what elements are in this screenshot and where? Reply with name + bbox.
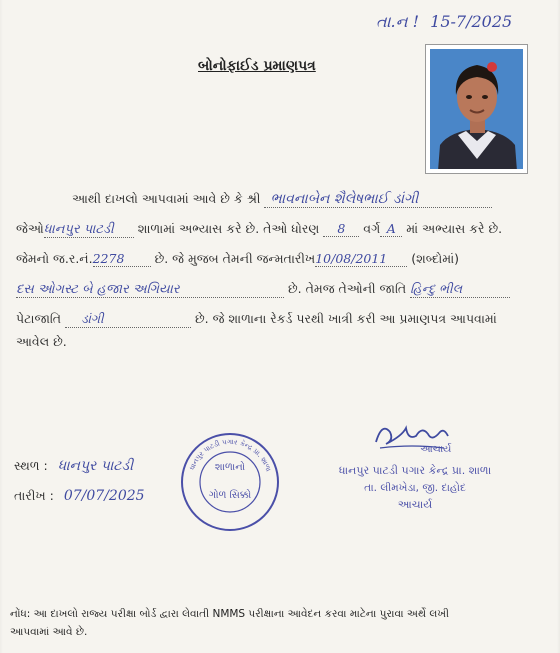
student-portrait-image xyxy=(430,49,523,169)
standard: 8 xyxy=(323,221,359,237)
date-header xyxy=(376,12,512,32)
division: A xyxy=(380,221,402,237)
note-line-1: નોંધ: આ દાખલો રાજ્ય પરીક્ષા બોર્ડ દ્વારા લેવાતી NMMS પરીક્ષાના આવેદન કરવા માટેના પુરાવા અર્થે લખી xyxy=(10,608,449,620)
date-label: તા.ન ! xyxy=(376,12,420,31)
line4-middle: છે. તેમજ તેઓની જાતિ xyxy=(287,281,407,296)
stamp-bottom-text: ગોળ સિક્કો xyxy=(208,490,252,501)
line-3 xyxy=(16,251,459,267)
line2-suffix: માં અભ્યાસ કરે છે. xyxy=(406,221,503,236)
register-number: 2278 xyxy=(93,251,151,267)
caste: હિન્દુ ભીલ xyxy=(410,281,510,298)
dob-in-words: દસ ઓગસ્ટ બે હજાર અગિયાર xyxy=(16,282,284,298)
note-line-2: આપવામાં આવે છે. xyxy=(10,626,88,638)
line2-middle: શાળામાં અભ્યાસ કરે છે. તેઓ ધોરણ xyxy=(137,221,320,236)
principal-address: તા. લીમખેડા, જી. દાહોદ xyxy=(364,482,466,494)
place-value: ધાનપુર પાટડી xyxy=(57,458,134,474)
line3-middle: છે. જે મુજબ તેમની જન્મતારીખ xyxy=(154,251,316,266)
line3-suffix: (શબ્દોમાં) xyxy=(411,251,460,266)
line5-suffix: છે. જે શાળાના રેકર્ડ પરથી ખાત્રી કરી આ પ્રમાણપત્ર આપવામાં xyxy=(194,311,497,326)
school-name: ધાનપુર પાટડી xyxy=(44,222,134,238)
line-6: આવેલ છે. xyxy=(16,334,67,349)
principal-school: ધાનપુર પાટડી પગાર કેન્દ્ર પ્રા. શાળા xyxy=(338,464,492,477)
line-2 xyxy=(16,221,502,238)
division-label: વર્ગ xyxy=(363,221,381,236)
date-value: 15-7/2025 xyxy=(430,12,513,31)
principal-title: આચાર્ય xyxy=(397,498,433,511)
svg-text:ધાનપુર પાટડી પગાર કેન્દ્ર પ્રા: ધાનપુર પાટડી પગાર કેન્દ્ર પ્રા. શાળા xyxy=(188,437,273,473)
date2-row xyxy=(14,488,145,504)
line5-prefix: પેટાજાતિ xyxy=(16,311,62,326)
line3-prefix: જેમનો જ.ર.નં. xyxy=(16,251,93,266)
line1-text: આથી દાખલો આપવામાં આવે છે કે શ્રી xyxy=(72,191,261,206)
subcaste: ડાંગી xyxy=(65,311,191,328)
date2-label: તારીખ : xyxy=(14,488,54,503)
line-1 xyxy=(72,191,492,208)
principal-sig-label: આચાર્ય xyxy=(420,444,452,455)
date-of-birth: 10/08/2011 xyxy=(315,251,407,267)
line-4 xyxy=(16,281,510,298)
stamp-center-text: શાળાનો xyxy=(214,462,246,473)
student-photo xyxy=(425,44,528,174)
line2-prefix: જેઓ xyxy=(16,221,44,236)
stamp-seal-icon xyxy=(180,432,280,532)
date2-value: 07/07/2025 xyxy=(63,488,145,504)
place-label: સ્થળ : xyxy=(14,458,48,473)
school-round-stamp xyxy=(180,432,280,532)
student-name: ભાવનાબેન શૈલેષભાઈ ડાંગી xyxy=(264,191,492,208)
page-title: બોનોફાઈડ પ્રમાણપત્ર xyxy=(198,58,316,74)
line-5 xyxy=(16,311,497,328)
place-row xyxy=(14,458,133,474)
